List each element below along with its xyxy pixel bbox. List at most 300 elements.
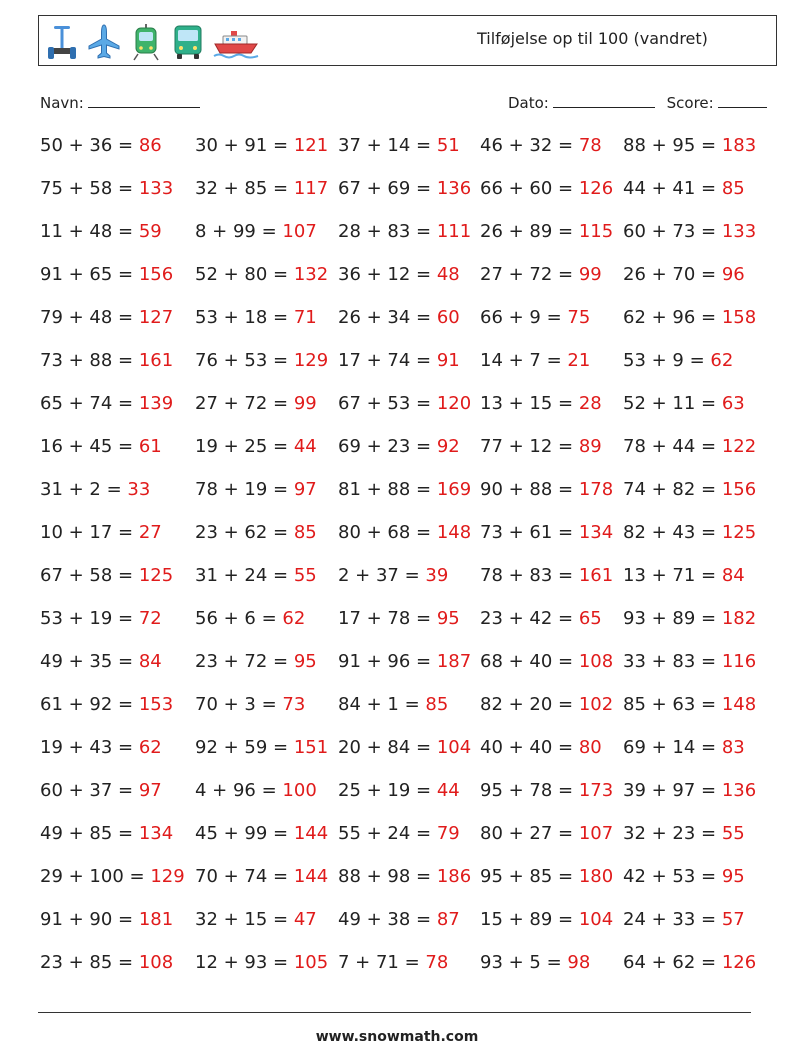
problem-question: 37 + 14 = [338,135,437,156]
problem-cell [40,479,150,500]
problem-question: 92 + 59 = [195,737,294,758]
problem-cell [480,565,613,586]
problem-answer: 72 [138,608,162,629]
ship-icon [213,23,259,61]
table-row [40,909,780,952]
problem-answer: 132 [293,264,329,285]
table-row [40,866,780,909]
problem-question: 73 + 61 = [480,522,579,543]
problem-answer: 133 [138,178,174,199]
problem-answer: 91 [436,350,460,371]
name-label: Navn: [40,94,84,112]
problem-cell [338,436,460,457]
problem-question: 14 + 7 = [480,350,568,371]
problem-cell [40,565,173,586]
problem-answer: 136 [436,178,472,199]
problem-question: 32 + 23 = [623,823,722,844]
problem-cell [480,651,613,672]
problem-answer: 83 [721,737,745,758]
problem-answer: 156 [721,479,757,500]
problem-cell [623,479,756,500]
problem-cell [40,823,173,844]
problem-question: 82 + 20 = [480,694,579,715]
problem-cell [40,522,162,543]
problem-question: 49 + 38 = [338,909,437,930]
problem-answer: 60 [436,307,460,328]
problem-answer: 44 [436,780,460,801]
problem-answer: 80 [578,737,602,758]
problem-question: 79 + 48 = [40,307,139,328]
problem-question: 95 + 85 = [480,866,579,887]
table-row [40,737,780,780]
problem-answer: 144 [293,823,329,844]
problem-question: 8 + 99 = [195,221,283,242]
problem-question: 24 + 33 = [623,909,722,930]
problem-cell [338,694,448,715]
problem-question: 53 + 9 = [623,350,711,371]
problem-answer: 39 [425,565,449,586]
problem-question: 12 + 93 = [195,952,294,973]
problem-answer: 95 [293,651,317,672]
problem-question: 69 + 23 = [338,436,437,457]
problem-cell [623,737,745,758]
problem-cell [623,436,756,457]
problem-cell [623,264,745,285]
problem-question: 88 + 98 = [338,866,437,887]
problem-cell [338,135,460,156]
problem-answer: 180 [578,866,614,887]
problem-answer: 48 [436,264,460,285]
problem-question: 60 + 73 = [623,221,722,242]
problem-answer: 78 [578,135,602,156]
problem-answer: 78 [425,952,449,973]
problem-answer: 161 [578,565,614,586]
problem-question: 88 + 95 = [623,135,722,156]
problem-question: 28 + 83 = [338,221,437,242]
problem-answer: 105 [293,952,329,973]
problem-cell [40,264,173,285]
problem-answer: 134 [578,522,614,543]
problem-answer: 62 [710,350,734,371]
problem-question: 80 + 68 = [338,522,437,543]
problem-answer: 63 [721,393,745,414]
problem-cell [195,651,317,672]
problem-answer: 153 [138,694,174,715]
problem-answer: 107 [578,823,614,844]
problem-question: 23 + 62 = [195,522,294,543]
problem-cell [480,694,613,715]
problem-answer: 102 [578,694,614,715]
problem-answer: 96 [721,264,745,285]
problem-cell [40,178,173,199]
problem-answer: 144 [293,866,329,887]
problem-cell [195,608,305,629]
problem-answer: 89 [578,436,602,457]
problem-cell [623,608,756,629]
problem-cell [40,866,185,887]
problem-answer: 107 [282,221,317,242]
table-row [40,393,780,436]
problem-question: 78 + 19 = [195,479,294,500]
problem-question: 93 + 89 = [623,608,722,629]
problem-question: 85 + 63 = [623,694,722,715]
problem-answer: 73 [282,694,306,715]
problem-answer: 158 [721,307,757,328]
problem-cell [195,694,305,715]
problem-cell [623,393,745,414]
problem-question: 40 + 40 = [480,737,579,758]
problem-answer: 115 [578,221,614,242]
problem-cell [480,479,613,500]
problem-question: 4 + 96 = [195,780,283,801]
problem-question: 49 + 35 = [40,651,139,672]
problem-cell [40,780,162,801]
problem-cell [40,393,173,414]
problem-answer: 95 [721,866,745,887]
problem-cell [195,780,317,801]
problem-answer: 62 [138,737,162,758]
problem-cell [480,780,613,801]
problem-question: 66 + 9 = [480,307,568,328]
problem-cell [40,737,162,758]
problem-answer: 65 [578,608,602,629]
problem-answer: 108 [578,651,614,672]
problem-question: 23 + 42 = [480,608,579,629]
problem-question: 45 + 99 = [195,823,294,844]
problem-cell [480,909,613,930]
problem-answer: 129 [293,350,329,371]
problem-question: 26 + 34 = [338,307,437,328]
problem-question: 53 + 19 = [40,608,139,629]
problem-cell [338,221,471,242]
problem-answer: 21 [567,350,591,371]
problem-question: 39 + 97 = [623,780,722,801]
problem-cell [338,866,471,887]
date-label: Dato: [508,94,549,112]
problem-cell [480,393,602,414]
problem-cell [40,909,173,930]
problem-answer: 47 [293,909,317,930]
problem-cell [40,350,173,371]
bus-icon [171,23,205,61]
table-row [40,350,780,393]
problem-answer: 59 [138,221,162,242]
problem-cell [195,823,328,844]
table-row [40,307,780,350]
score-label: Score: [666,94,714,112]
problem-question: 61 + 92 = [40,694,139,715]
problem-answer: 104 [578,909,614,930]
problem-question: 23 + 72 = [195,651,294,672]
problem-answer: 85 [721,178,745,199]
problem-question: 33 + 83 = [623,651,722,672]
problem-answer: 178 [578,479,614,500]
problem-question: 31 + 2 = [40,479,128,500]
problem-question: 82 + 43 = [623,522,722,543]
problem-answer: 151 [293,737,329,758]
problem-question: 78 + 83 = [480,565,579,586]
problem-answer: 126 [578,178,614,199]
problem-answer: 148 [721,694,757,715]
problem-question: 13 + 71 = [623,565,722,586]
problem-question: 68 + 40 = [480,651,579,672]
problem-cell [623,823,745,844]
problem-cell [338,952,448,973]
problem-answer: 181 [138,909,174,930]
problem-cell [623,307,756,328]
name-line[interactable] [88,92,200,108]
problem-cell [480,264,602,285]
problem-cell [195,479,317,500]
problem-question: 64 + 62 = [623,952,722,973]
problem-cell [338,608,460,629]
problem-question: 15 + 89 = [480,909,579,930]
problem-answer: 182 [721,608,757,629]
problem-question: 27 + 72 = [480,264,579,285]
tram-icon [129,23,163,61]
footer-divider [38,1012,751,1013]
problem-answer: 99 [578,264,602,285]
problem-answer: 79 [436,823,460,844]
problem-cell [480,823,613,844]
problem-answer: 97 [293,479,317,500]
problem-cell [195,178,328,199]
problem-answer: 148 [436,522,472,543]
problem-question: 69 + 14 = [623,737,722,758]
problem-answer: 28 [578,393,602,414]
problem-cell [40,221,162,242]
problem-answer: 126 [721,952,757,973]
problem-answer: 186 [436,866,472,887]
problem-answer: 95 [436,608,460,629]
problem-cell [195,565,317,586]
problem-answer: 127 [138,307,174,328]
problem-cell [338,651,471,672]
problem-cell [623,522,756,543]
problem-answer: 98 [567,952,591,973]
problem-question: 19 + 43 = [40,737,139,758]
problem-answer: 139 [138,393,174,414]
problem-cell [623,135,756,156]
table-row [40,780,780,823]
problem-cell [623,350,733,371]
problem-cell [338,178,471,199]
problem-question: 56 + 6 = [195,608,283,629]
problem-cell [623,780,756,801]
problem-question: 52 + 11 = [623,393,722,414]
problem-question: 52 + 80 = [195,264,294,285]
problem-cell [480,221,613,242]
problem-question: 25 + 19 = [338,780,437,801]
problem-cell [338,264,460,285]
problem-question: 26 + 89 = [480,221,579,242]
problem-question: 70 + 74 = [195,866,294,887]
problem-answer: 173 [578,780,614,801]
problem-cell [623,866,745,887]
problem-question: 62 + 96 = [623,307,722,328]
table-row [40,436,780,479]
problem-answer: 120 [436,393,472,414]
problem-cell [623,909,745,930]
problem-cell [480,866,613,887]
problem-question: 60 + 37 = [40,780,139,801]
problem-question: 17 + 78 = [338,608,437,629]
problem-question: 16 + 45 = [40,436,139,457]
problem-answer: 75 [567,307,591,328]
problem-cell [338,393,471,414]
problem-cell [40,651,162,672]
problem-answer: 161 [138,350,174,371]
problem-answer: 116 [721,651,757,672]
problem-cell [338,479,471,500]
problem-answer: 129 [150,866,185,887]
problem-question: 66 + 60 = [480,178,579,199]
problem-answer: 97 [138,780,162,801]
problem-answer: 121 [293,135,329,156]
table-row [40,952,780,995]
problem-answer: 117 [293,178,329,199]
problem-answer: 134 [138,823,174,844]
problem-question: 10 + 17 = [40,522,139,543]
problem-cell [338,909,460,930]
problem-answer: 183 [721,135,757,156]
problem-question: 93 + 5 = [480,952,568,973]
problem-question: 75 + 58 = [40,178,139,199]
table-row [40,264,780,307]
icon-strip [45,22,259,62]
problem-answer: 55 [293,565,317,586]
problem-cell [338,780,460,801]
problem-cell [40,307,173,328]
scooter-icon [45,23,79,61]
problem-cell [195,866,328,887]
problem-question: 32 + 15 = [195,909,294,930]
problem-question: 46 + 32 = [480,135,579,156]
table-row [40,823,780,866]
problem-answer: 125 [138,565,174,586]
problem-question: 77 + 12 = [480,436,579,457]
problem-cell [195,393,317,414]
table-row [40,608,780,651]
problem-answer: 62 [282,608,306,629]
problem-answer: 187 [436,651,472,672]
problem-answer: 136 [721,780,757,801]
problem-cell [623,694,756,715]
problem-answer: 33 [127,479,151,500]
problem-question: 11 + 48 = [40,221,139,242]
problem-question: 13 + 15 = [480,393,579,414]
problem-question: 67 + 53 = [338,393,437,414]
problem-question: 20 + 84 = [338,737,437,758]
problem-cell [623,952,756,973]
problem-cell [480,350,590,371]
problem-answer: 156 [138,264,174,285]
problem-cell [480,307,590,328]
problem-cell [195,522,317,543]
problem-cell [480,135,602,156]
problem-question: 76 + 53 = [195,350,294,371]
problem-answer: 133 [721,221,757,242]
problem-question: 42 + 53 = [623,866,722,887]
problem-question: 53 + 18 = [195,307,294,328]
problem-answer: 85 [293,522,317,543]
problem-cell [623,651,756,672]
problem-question: 23 + 85 = [40,952,139,973]
problem-question: 91 + 65 = [40,264,139,285]
problem-cell [195,221,317,242]
airplane-icon [87,23,121,61]
score-line[interactable] [718,92,767,108]
problem-cell [195,737,328,758]
problem-answer: 108 [138,952,174,973]
table-row [40,135,780,178]
problem-cell [338,307,460,328]
problem-answer: 27 [138,522,162,543]
problem-cell [480,522,613,543]
problem-cell [40,694,173,715]
problem-answer: 125 [721,522,757,543]
problem-cell [195,350,328,371]
problem-cell [338,737,471,758]
problem-question: 30 + 91 = [195,135,294,156]
header-box [38,15,777,66]
problem-question: 74 + 82 = [623,479,722,500]
problem-question: 73 + 88 = [40,350,139,371]
problem-question: 50 + 36 = [40,135,139,156]
sheet-title: Tilføjelse op til 100 (vandret) [477,29,708,48]
problem-question: 27 + 72 = [195,393,294,414]
problem-answer: 86 [138,135,162,156]
name-field [40,92,200,112]
problem-question: 67 + 69 = [338,178,437,199]
table-row [40,221,780,264]
table-row [40,522,780,565]
problem-answer: 99 [293,393,317,414]
problem-question: 80 + 27 = [480,823,579,844]
problem-question: 90 + 88 = [480,479,579,500]
problem-question: 44 + 41 = [623,178,722,199]
problem-cell [40,952,173,973]
problem-answer: 57 [721,909,745,930]
problem-question: 91 + 96 = [338,651,437,672]
problem-answer: 51 [436,135,460,156]
problem-answer: 71 [293,307,317,328]
problem-question: 36 + 12 = [338,264,437,285]
problem-question: 7 + 71 = [338,952,426,973]
table-row [40,565,780,608]
problem-cell [623,565,745,586]
problem-cell [623,221,756,242]
problem-cell [480,608,602,629]
problem-question: 91 + 90 = [40,909,139,930]
problem-answer: 100 [282,780,317,801]
problem-answer: 84 [138,651,162,672]
problem-question: 81 + 88 = [338,479,437,500]
problem-question: 32 + 85 = [195,178,294,199]
problem-answer: 55 [721,823,745,844]
problem-cell [40,436,162,457]
problem-question: 2 + 37 = [338,565,426,586]
problem-question: 78 + 44 = [623,436,722,457]
problem-question: 29 + 100 = [40,866,151,887]
problem-question: 84 + 1 = [338,694,426,715]
problem-cell [623,178,745,199]
problem-cell [195,436,317,457]
problem-cell [338,823,460,844]
footer-url: www.snowmath.com [315,1029,479,1045]
date-line[interactable] [553,92,655,108]
problem-answer: 44 [293,436,317,457]
